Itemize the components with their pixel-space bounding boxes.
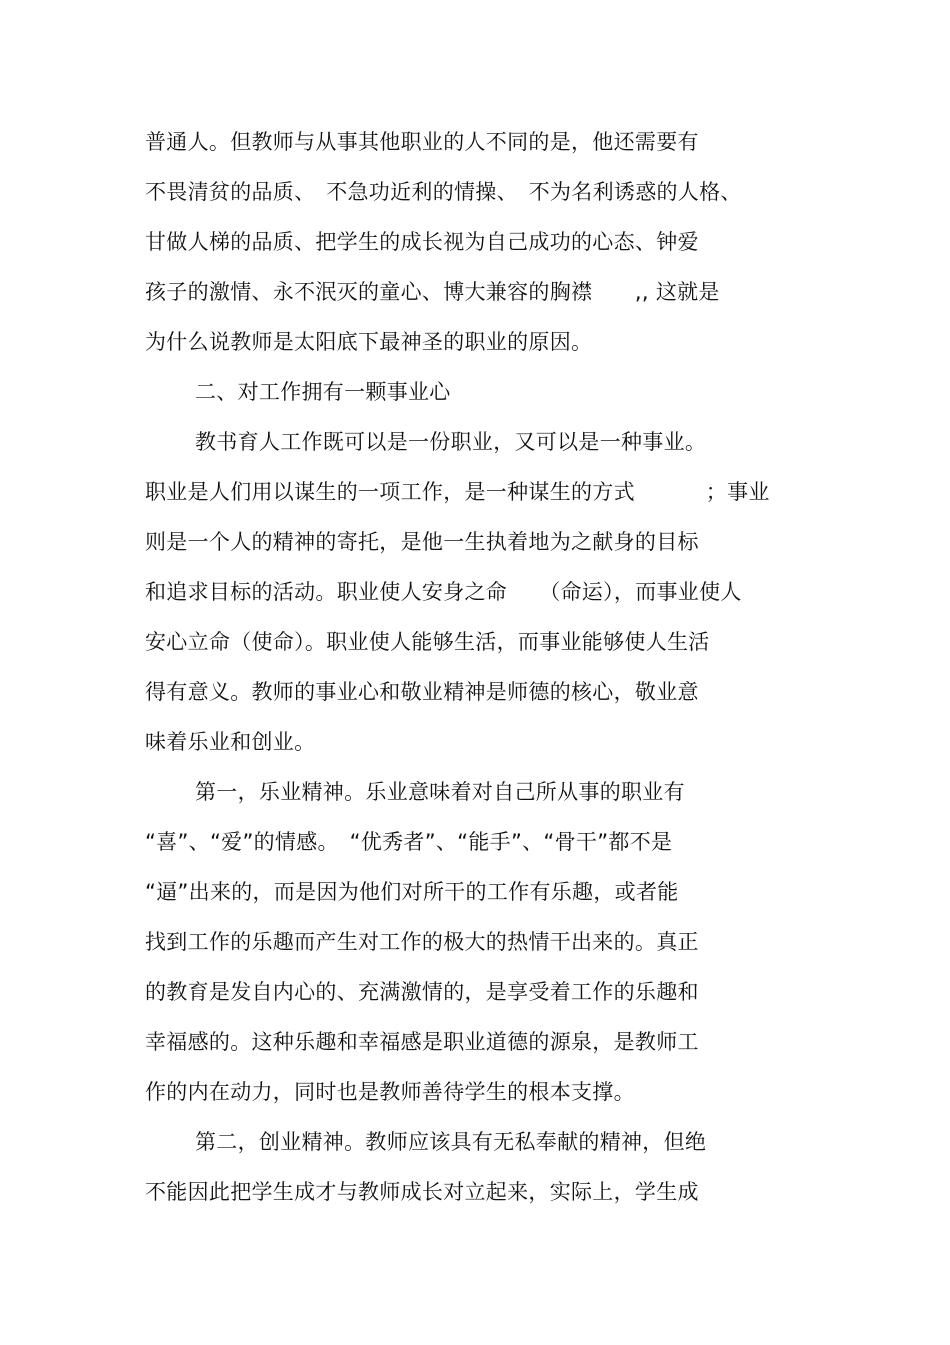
section-heading: 二、对工作拥有一颗事业心 xyxy=(195,380,451,404)
text-line: 的教育是发自内心的、充满激情的，是享受着工作的乐趣和 xyxy=(145,980,699,1004)
text-line: 不能因此把学生成才与教师成长对立起来，实际上，学生成 xyxy=(145,1180,699,1204)
text-line: 幸福感的。这种乐趣和幸福感是职业道德的源泉，是教师工 xyxy=(145,1030,699,1054)
text-line: 为什么说教师是太阳底下最神圣的职业的原因。 xyxy=(145,330,593,354)
text-line: 味着乐业和创业。 xyxy=(145,730,316,754)
text-line: 职业是人们用以谋生的一项工作，是一种谋生的方式 ；事业 xyxy=(145,480,770,504)
text-line: 和追求目标的活动。职业使人安身之命 （命运），而事业使人 xyxy=(145,580,742,604)
text-line: 普通人。但教师与从事其他职业的人不同的是，他还需要有 xyxy=(145,130,699,154)
text-line: 甘做人梯的品质、把学生的成长视为自己成功的心态、钟爱 xyxy=(145,230,699,254)
text-line: 第一，乐业精神。乐业意味着对自己所从事的职业有 xyxy=(195,780,685,804)
text-line: “逼”出来的，而是因为他们对所干的工作有乐趣，或者能 xyxy=(145,880,679,904)
text-line: 不畏清贫的品质、 不急功近利的情操、 不为名利诱惑的人格、 xyxy=(145,180,742,204)
text-line: 安心立命（使命）。职业使人能够生活，而事业能够使人生活 xyxy=(145,630,710,654)
text-line: “喜”、“爱”的情感。 “优秀者”、“能手”、“骨干”都不是 xyxy=(145,830,673,854)
text-line: 则是一个人的精神的寄托，是他一生执着地为之献身的目标 xyxy=(145,530,699,554)
text-line: 找到工作的乐趣而产生对工作的极大的热情干出来的。真正 xyxy=(145,930,699,954)
text-line: 教书育人工作既可以是一份职业，又可以是一种事业。 xyxy=(195,430,707,454)
text-line: 作的内在动力，同时也是教师善待学生的根本支撑。 xyxy=(145,1080,635,1104)
text-line: 得有意义。教师的事业心和敬业精神是师德的核心，敬业意 xyxy=(145,680,699,704)
text-line: 第二，创业精神。教师应该具有无私奉献的精神，但绝 xyxy=(195,1130,707,1154)
text-line: 孩子的激情、永不泯灭的童心、博大兼容的胸襟 ,, 这就是 xyxy=(145,280,720,304)
